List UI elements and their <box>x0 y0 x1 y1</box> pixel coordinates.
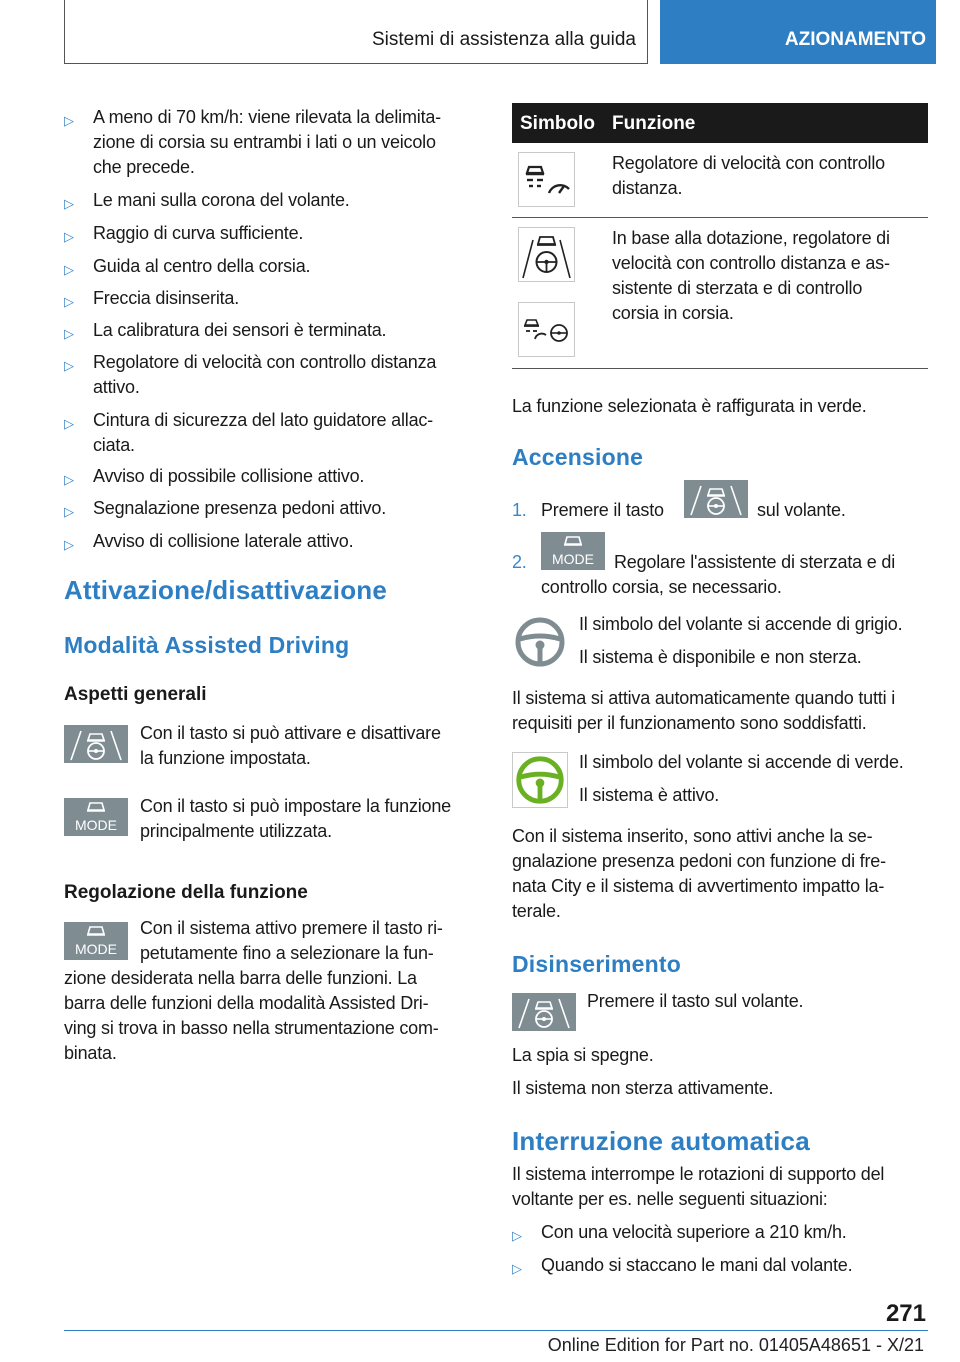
system-on-text: Con il sistema inserito, sono attivi anche la se- gnalazione presenza pedoni con funzione di fre- nata City e il sistema di avvertimento impatto la- terale. <box>512 826 886 921</box>
table-bottom-border <box>512 368 928 369</box>
bullet-arrow-icon: ▷ <box>512 1261 522 1276</box>
assist-button-icon <box>684 480 748 518</box>
off-text-1: La spia si spegne. <box>512 1045 654 1065</box>
bullet-arrow-icon: ▷ <box>64 472 74 487</box>
step2-text-first: Regolare l'assistente di sterzata e di <box>614 552 895 572</box>
heading-regulation: Regolazione della funzione <box>64 882 308 903</box>
bullet-arrow-icon: ▷ <box>64 196 74 211</box>
svg-text:MODE: MODE <box>75 941 117 957</box>
table-col-symbol: Simbolo <box>520 113 595 134</box>
step-number: 2. <box>512 552 527 572</box>
bullet-arrow-icon: ▷ <box>64 262 74 277</box>
interrupt-intro: Il sistema interrompe le rotazioni di supporto del voltante per es. nelle seguenti situazioni: <box>512 1164 885 1209</box>
green-wheel-text-2: Il sistema è attivo. <box>579 785 720 805</box>
bullet-arrow-icon: ▷ <box>64 416 74 431</box>
page-number: 271 <box>885 1300 926 1327</box>
mode-button-icon <box>64 798 128 836</box>
mode-button-icon <box>541 532 605 570</box>
cruise-control-icon <box>518 152 575 207</box>
heading-general: Aspetti generali <box>64 684 207 705</box>
bullet-arrow-icon: ▷ <box>512 1228 522 1243</box>
heading-auto-interrupt: Interruzione automatica <box>512 1126 810 1156</box>
green-wheel-text-1: Il simbolo del volante si accende di verde. <box>579 752 904 772</box>
lane-assist-icon <box>518 227 575 282</box>
auto-activation-text: Il sistema si attiva automaticamente quando tutti i requisiti per il funzionamento sono soddisfatti. <box>512 688 895 733</box>
bullet-arrow-icon: ▷ <box>64 358 74 373</box>
table-row2-function: In base alla dotazione, regolatore di velocità con controllo distanza e as- sistente di sterzata e di controllo corsia in corsia. <box>612 228 890 323</box>
heading-switch-on: Accensione <box>512 444 644 470</box>
bullet-arrow-icon: ▷ <box>64 537 74 552</box>
footer-edition: Online Edition for Part no. 01405A48651 - X/21 <box>547 1335 924 1355</box>
general-text-2: Con il tasto si può impostare la funzione principalmente utilizzata. <box>140 796 451 841</box>
table-col-function: Funzione <box>612 113 696 134</box>
footer-divider <box>64 1330 928 1331</box>
bullet-arrow-icon: ▷ <box>64 229 74 244</box>
table-divider <box>512 217 928 218</box>
regulation-text-first: Con il sistema attivo premere il tasto ri- petutamente fino a selezionare la fun- <box>140 918 443 963</box>
general-text-1: Con il tasto si può attivare e disattivare la funzione impostata. <box>140 723 441 768</box>
grey-wheel-text-1: Il simbolo del volante si accende di grigio. <box>579 614 903 634</box>
off-instruction: Premere il tasto sul volante. <box>587 991 804 1011</box>
steering-wheel-grey-icon <box>512 614 568 670</box>
heading-switch-off: Disinserimento <box>512 951 681 977</box>
mode-button-icon <box>64 922 128 960</box>
step1-text-after: sul volante. <box>757 500 846 520</box>
heading-assisted-driving: Modalità Assisted Driving <box>64 632 350 658</box>
bullet-arrow-icon: ▷ <box>64 294 74 309</box>
assist-button-icon <box>512 993 576 1031</box>
selected-function-note: La funzione selezionata è raffigurata in verde. <box>512 396 867 416</box>
step1-text-before: Premere il tasto <box>541 500 664 520</box>
chapter-tab-label: AZIONAMENTO <box>784 29 926 50</box>
step2-text-rest: controllo corsia, se necessario. <box>541 577 782 597</box>
svg-text:MODE: MODE <box>75 817 117 833</box>
heading-activation: Attivazione/disattivazione <box>64 575 388 605</box>
cruise-steering-icon <box>518 302 575 357</box>
table-row1-function: Regolatore di velocità con controllo distanza. <box>612 153 885 198</box>
off-text-2: Il sistema non sterza attivamente. <box>512 1078 774 1098</box>
steering-wheel-green-icon <box>512 752 568 808</box>
step-number: 1. <box>512 500 527 520</box>
regulation-text-rest: zione desiderata nella barra delle funzioni. La barra delle funzioni della modalità Assisted Dri- ving si trova in basso nella strumentazione com- binata. <box>64 968 439 1063</box>
grey-wheel-text-2: Il sistema è disponibile e non sterza. <box>579 647 862 667</box>
svg-text:MODE: MODE <box>552 551 594 567</box>
bullet-arrow-icon: ▷ <box>64 113 74 128</box>
bullet-arrow-icon: ▷ <box>64 504 74 519</box>
header-section-title: Sistemi di assistenza alla guida <box>371 29 636 50</box>
assist-button-icon <box>64 725 128 763</box>
bullet-arrow-icon: ▷ <box>64 326 74 341</box>
